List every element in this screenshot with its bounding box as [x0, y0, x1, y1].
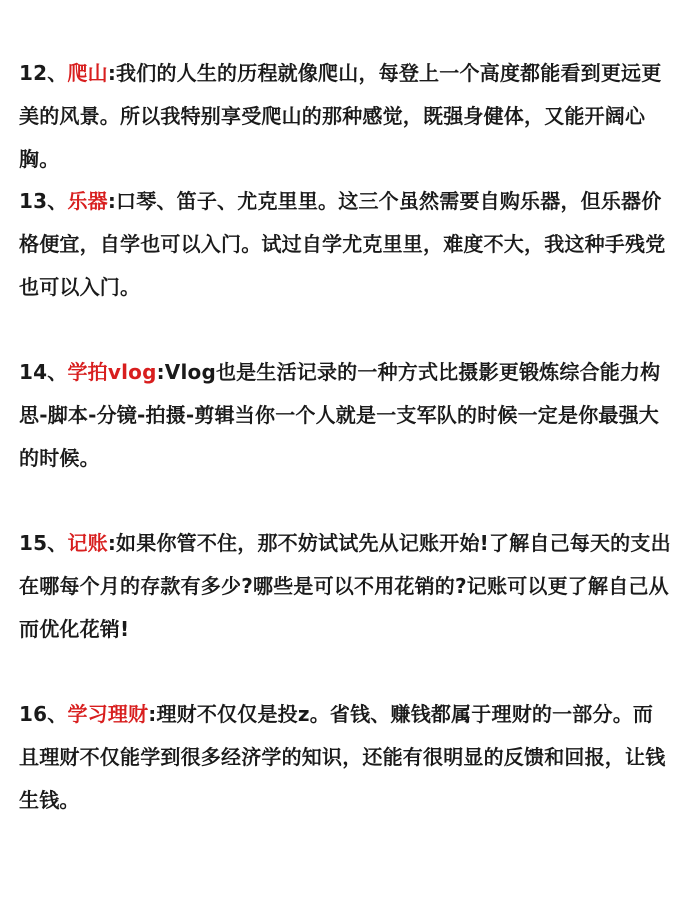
- item-colon: :: [107, 189, 117, 213]
- item-description: 口琴、笛子、尤克里里。这三个虽然需要自购乐器，但乐器价格便宜，自学也可以入门。试过自学尤克里里，难度不大，我这种手残党也可以入门。: [19, 189, 666, 299]
- item-description: Vlog也是生活记录的一种方式比摄影更锻炼综合能力构思-脚本-分镜-拍摄-剪辑当你一个人就是一支军队的时候一定是你最强大的时候。: [19, 360, 661, 470]
- item-keyword: 记账: [67, 531, 108, 555]
- item-number: 12、: [19, 61, 68, 85]
- item-colon: :: [107, 531, 117, 555]
- item-number: 15、: [19, 531, 68, 555]
- list-item-15: [19, 522, 671, 651]
- item-keyword: 乐器: [67, 189, 108, 213]
- item-number: 13、: [19, 189, 68, 213]
- list-item-14: [19, 351, 671, 480]
- item-number: 16、: [19, 702, 68, 726]
- item-keyword: 爬山: [67, 61, 108, 85]
- item-description: 如果你管不住，那不妨试试先从记账开始!了解自己每天的支出在哪每个月的存款有多少?哪些是可以不用花销的?记账可以更了解自己从而优化花销!: [19, 531, 671, 641]
- list-item-16: [19, 693, 671, 822]
- item-keyword: 学习理财: [67, 702, 149, 726]
- item-colon: :: [107, 61, 117, 85]
- item-number: 14、: [19, 360, 68, 384]
- list-item-13: [19, 180, 671, 309]
- item-colon: :: [156, 360, 165, 384]
- item-keyword: 学拍vlog: [67, 360, 157, 384]
- list-item-12: [19, 52, 671, 181]
- item-description: 理财不仅仅是投z。省钱、赚钱都属于理财的一部分。而且理财不仅能学到很多经济学的知识，还能有很明显的反馈和回报，让钱生钱。: [19, 702, 666, 812]
- item-colon: :: [148, 702, 157, 726]
- item-description: 我们的人生的历程就像爬山，每登上一个高度都能看到更远更美的风景。所以我特别享受爬山的那种感觉，既强身健体，又能开阔心胸。: [19, 61, 662, 171]
